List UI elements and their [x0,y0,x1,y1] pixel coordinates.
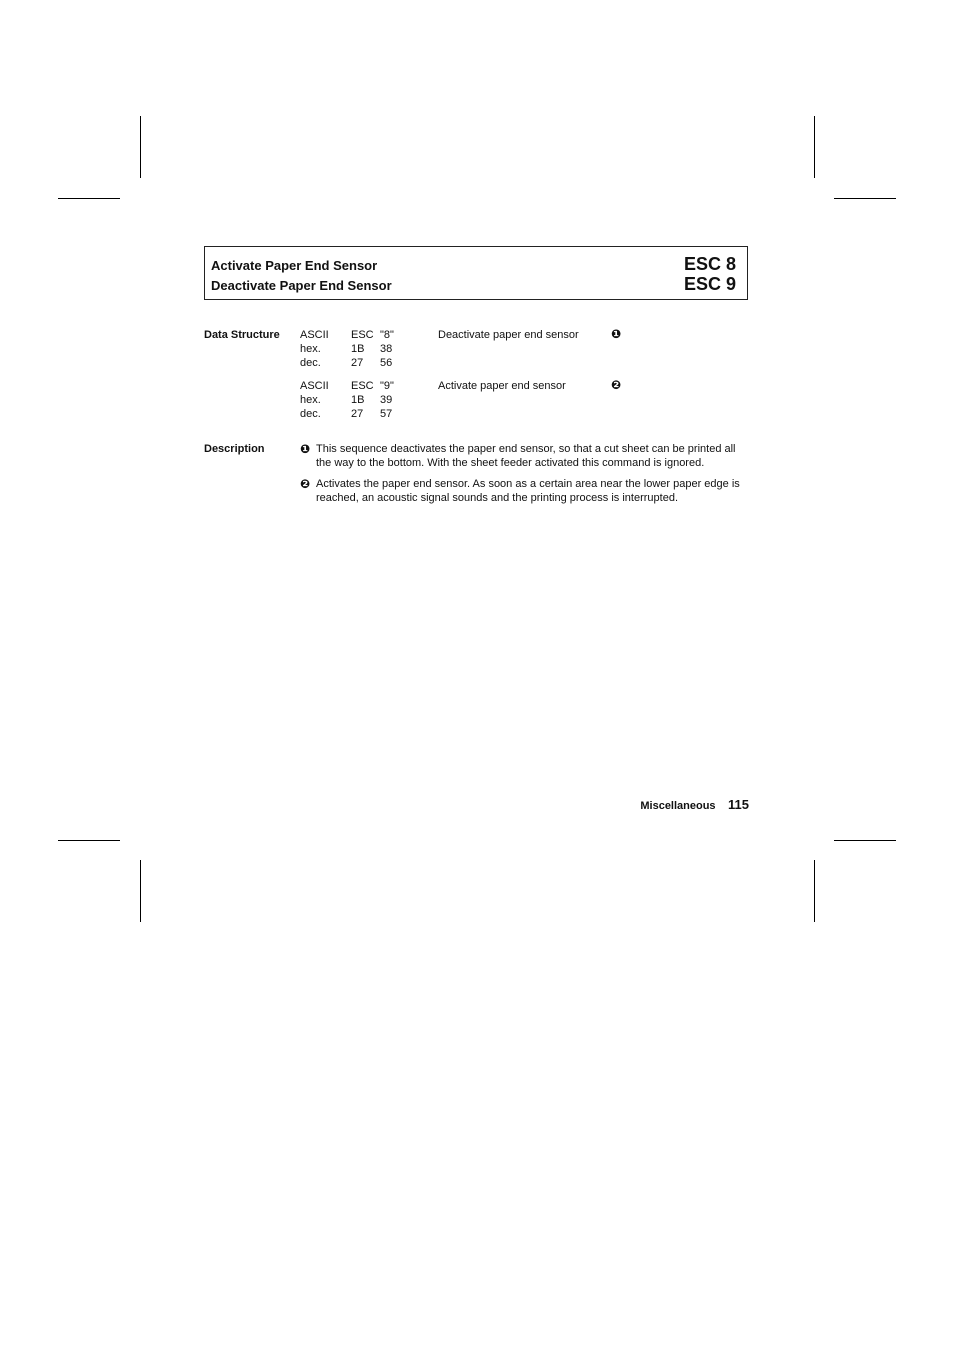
description-item [300,477,752,505]
command-code-esc8: ESC 8 [683,254,736,274]
ds-marker: ❶ [611,327,622,341]
ds-description: Activate paper end sensor [438,380,566,392]
ds-type: hex. [300,343,321,355]
ds-value1: 1B [351,343,365,355]
ds-value1: ESC [351,329,374,341]
ds-type: ASCII [300,380,329,392]
data-structure-label: Data Structure [204,329,280,341]
crop-mark [140,116,141,178]
command-title-activate: Activate Paper End Sensor [211,258,378,273]
crop-mark [834,198,896,199]
ds-value2: 57 [380,408,393,420]
page-number: 115 [728,797,749,812]
ds-value1: 27 [351,408,364,420]
ds-value2: 56 [380,357,393,369]
ds-type: ASCII [300,329,329,341]
ds-marker: ❷ [611,378,622,392]
ds-value1: ESC [351,380,374,392]
ds-type: dec. [300,357,321,369]
description-item [300,442,752,470]
ds-description: Deactivate paper end sensor [438,329,579,341]
ds-value2: "9" [380,380,394,392]
crop-mark [58,840,120,841]
crop-mark [814,860,815,922]
description-label: Description [204,443,265,455]
description-text: This sequence deactivates the paper end sensor, so that a cut sheet can be printed all the way to the bottom. With the sheet feeder activated this command is ignored. [316,443,736,469]
description-marker: ❶ [300,442,311,456]
crop-mark [834,840,896,841]
command-code-esc9: ESC 9 [683,274,736,294]
ds-type: dec. [300,408,321,420]
description-text: Activates the paper end sensor. As soon as a certain area near the lower paper edge is reached, an acoustic signal sounds and the printing process is interrupted. [316,478,740,504]
ds-value1: 1B [351,394,365,406]
page-footer [640,796,749,814]
ds-value2: "8" [380,329,394,341]
ds-value1: 27 [351,357,364,369]
command-title-deactivate: Deactivate Paper End Sensor [211,278,392,293]
ds-type: hex. [300,394,321,406]
ds-value2: 38 [380,343,393,355]
footer-section-name: Miscellaneous [640,800,716,812]
crop-mark [140,860,141,922]
crop-mark [814,116,815,178]
ds-value2: 39 [380,394,393,406]
crop-mark [58,198,120,199]
description-marker: ❷ [300,477,311,491]
command-header-box [204,246,748,300]
